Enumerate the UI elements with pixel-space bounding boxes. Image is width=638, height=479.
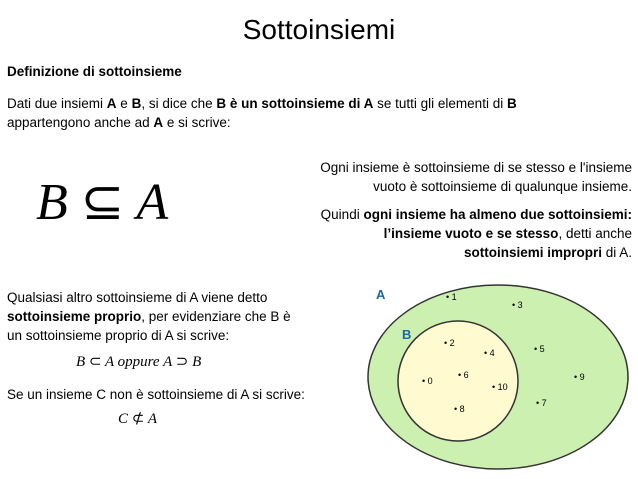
f2-b2: B — [192, 354, 202, 370]
set-b-circle — [398, 321, 518, 441]
def-text: appartengono anche ad — [7, 115, 154, 130]
set-b-label: B — [402, 327, 412, 342]
def-text: e si scrive: — [163, 115, 231, 130]
venn-point: • 8 — [454, 404, 465, 414]
venn-point: • 5 — [534, 344, 545, 354]
proper-text: Qualsiasi altro sottoinsieme di A viene detto — [7, 290, 268, 305]
point-label: 6 — [463, 370, 469, 380]
venn-diagram — [362, 284, 634, 476]
f3-a: A — [147, 411, 157, 427]
definition-heading: Definizione di sottoinsieme — [7, 64, 182, 79]
set-b-ref: B — [131, 96, 142, 111]
f2-a2: A — [163, 354, 172, 370]
improper-note-1 — [250, 158, 632, 196]
venn-point: • 1 — [446, 292, 457, 302]
note-text: , detti anche — [558, 226, 632, 241]
formula-b: B — [36, 174, 68, 231]
definition-text — [7, 94, 627, 132]
not-subset-symbol: ⊄ — [131, 411, 145, 427]
set-a-ref: A — [153, 115, 164, 130]
note-bold: ogni insieme ha almeno due sottoinsiemi: — [363, 207, 632, 222]
f2-a: A — [104, 354, 114, 370]
point-label: 5 — [539, 344, 545, 354]
note-bold: sottoinsiemi impropri — [463, 245, 602, 260]
venn-point: • 6 — [458, 370, 469, 380]
page-title: Sottoinsiemi — [242, 14, 396, 45]
point-label: 9 — [579, 372, 585, 382]
note-bold: l’insieme vuoto e se stesso — [383, 226, 559, 241]
improper-note-2 — [250, 205, 632, 262]
proper-subset-symbol: ⊂ — [88, 354, 102, 370]
venn-point: • 2 — [444, 338, 455, 348]
proper-bold: sottoinsieme proprio — [7, 309, 142, 324]
set-a-ref: A — [106, 96, 117, 111]
venn-point: • 3 — [512, 300, 523, 310]
proper-superset-symbol: ⊃ — [175, 354, 189, 370]
set-a-label: A — [376, 287, 386, 302]
venn-point: • 0 — [422, 376, 433, 386]
not-subset-text: Se un insieme C non è sottoinsieme di A si scrive: — [7, 387, 305, 402]
point-label: 0 — [427, 376, 433, 386]
def-text: se tutti gli elementi di — [373, 96, 507, 111]
f3-c: C — [118, 411, 129, 427]
f2-b: B — [76, 354, 86, 370]
note-line: Ogni insieme è sottoinsieme di se stesso e l'insieme — [320, 160, 632, 175]
note-line: vuoto è sottoinsieme di qualunque insieme. — [373, 179, 632, 194]
point-label: 3 — [517, 300, 523, 310]
venn-point: • 4 — [484, 348, 495, 358]
point-label: 10 — [497, 382, 508, 392]
venn-point: • 7 — [536, 398, 547, 408]
proper-subset-formula — [76, 352, 201, 371]
point-label: 7 — [541, 398, 547, 408]
venn-point: • 9 — [574, 372, 585, 382]
point-label: 1 — [451, 292, 457, 302]
def-text: e — [116, 96, 132, 111]
subset-formula — [36, 172, 168, 232]
proper-text: un sottoinsieme proprio di A si scrive: — [7, 328, 230, 343]
venn-point: • 10 — [492, 382, 508, 392]
def-text: Dati due insiemi — [7, 96, 107, 111]
point-label: 2 — [449, 338, 455, 348]
formula-a: A — [136, 174, 169, 231]
def-text: , si dice che — [141, 96, 217, 111]
f2-word: oppure — [117, 354, 160, 370]
set-b-ref: B — [506, 96, 517, 111]
proper-subset-text — [7, 288, 352, 345]
subset-eq-symbol: ⊆ — [80, 174, 125, 231]
point-label: 4 — [489, 348, 495, 358]
proper-text: , per evidenziare che B è — [141, 309, 291, 324]
point-label: 8 — [459, 404, 465, 414]
def-highlight: B è un sottoinsieme di A — [216, 96, 374, 111]
note-text: di A. — [601, 245, 632, 260]
note-text: Quindi — [320, 207, 364, 222]
not-subset-formula — [118, 409, 157, 428]
